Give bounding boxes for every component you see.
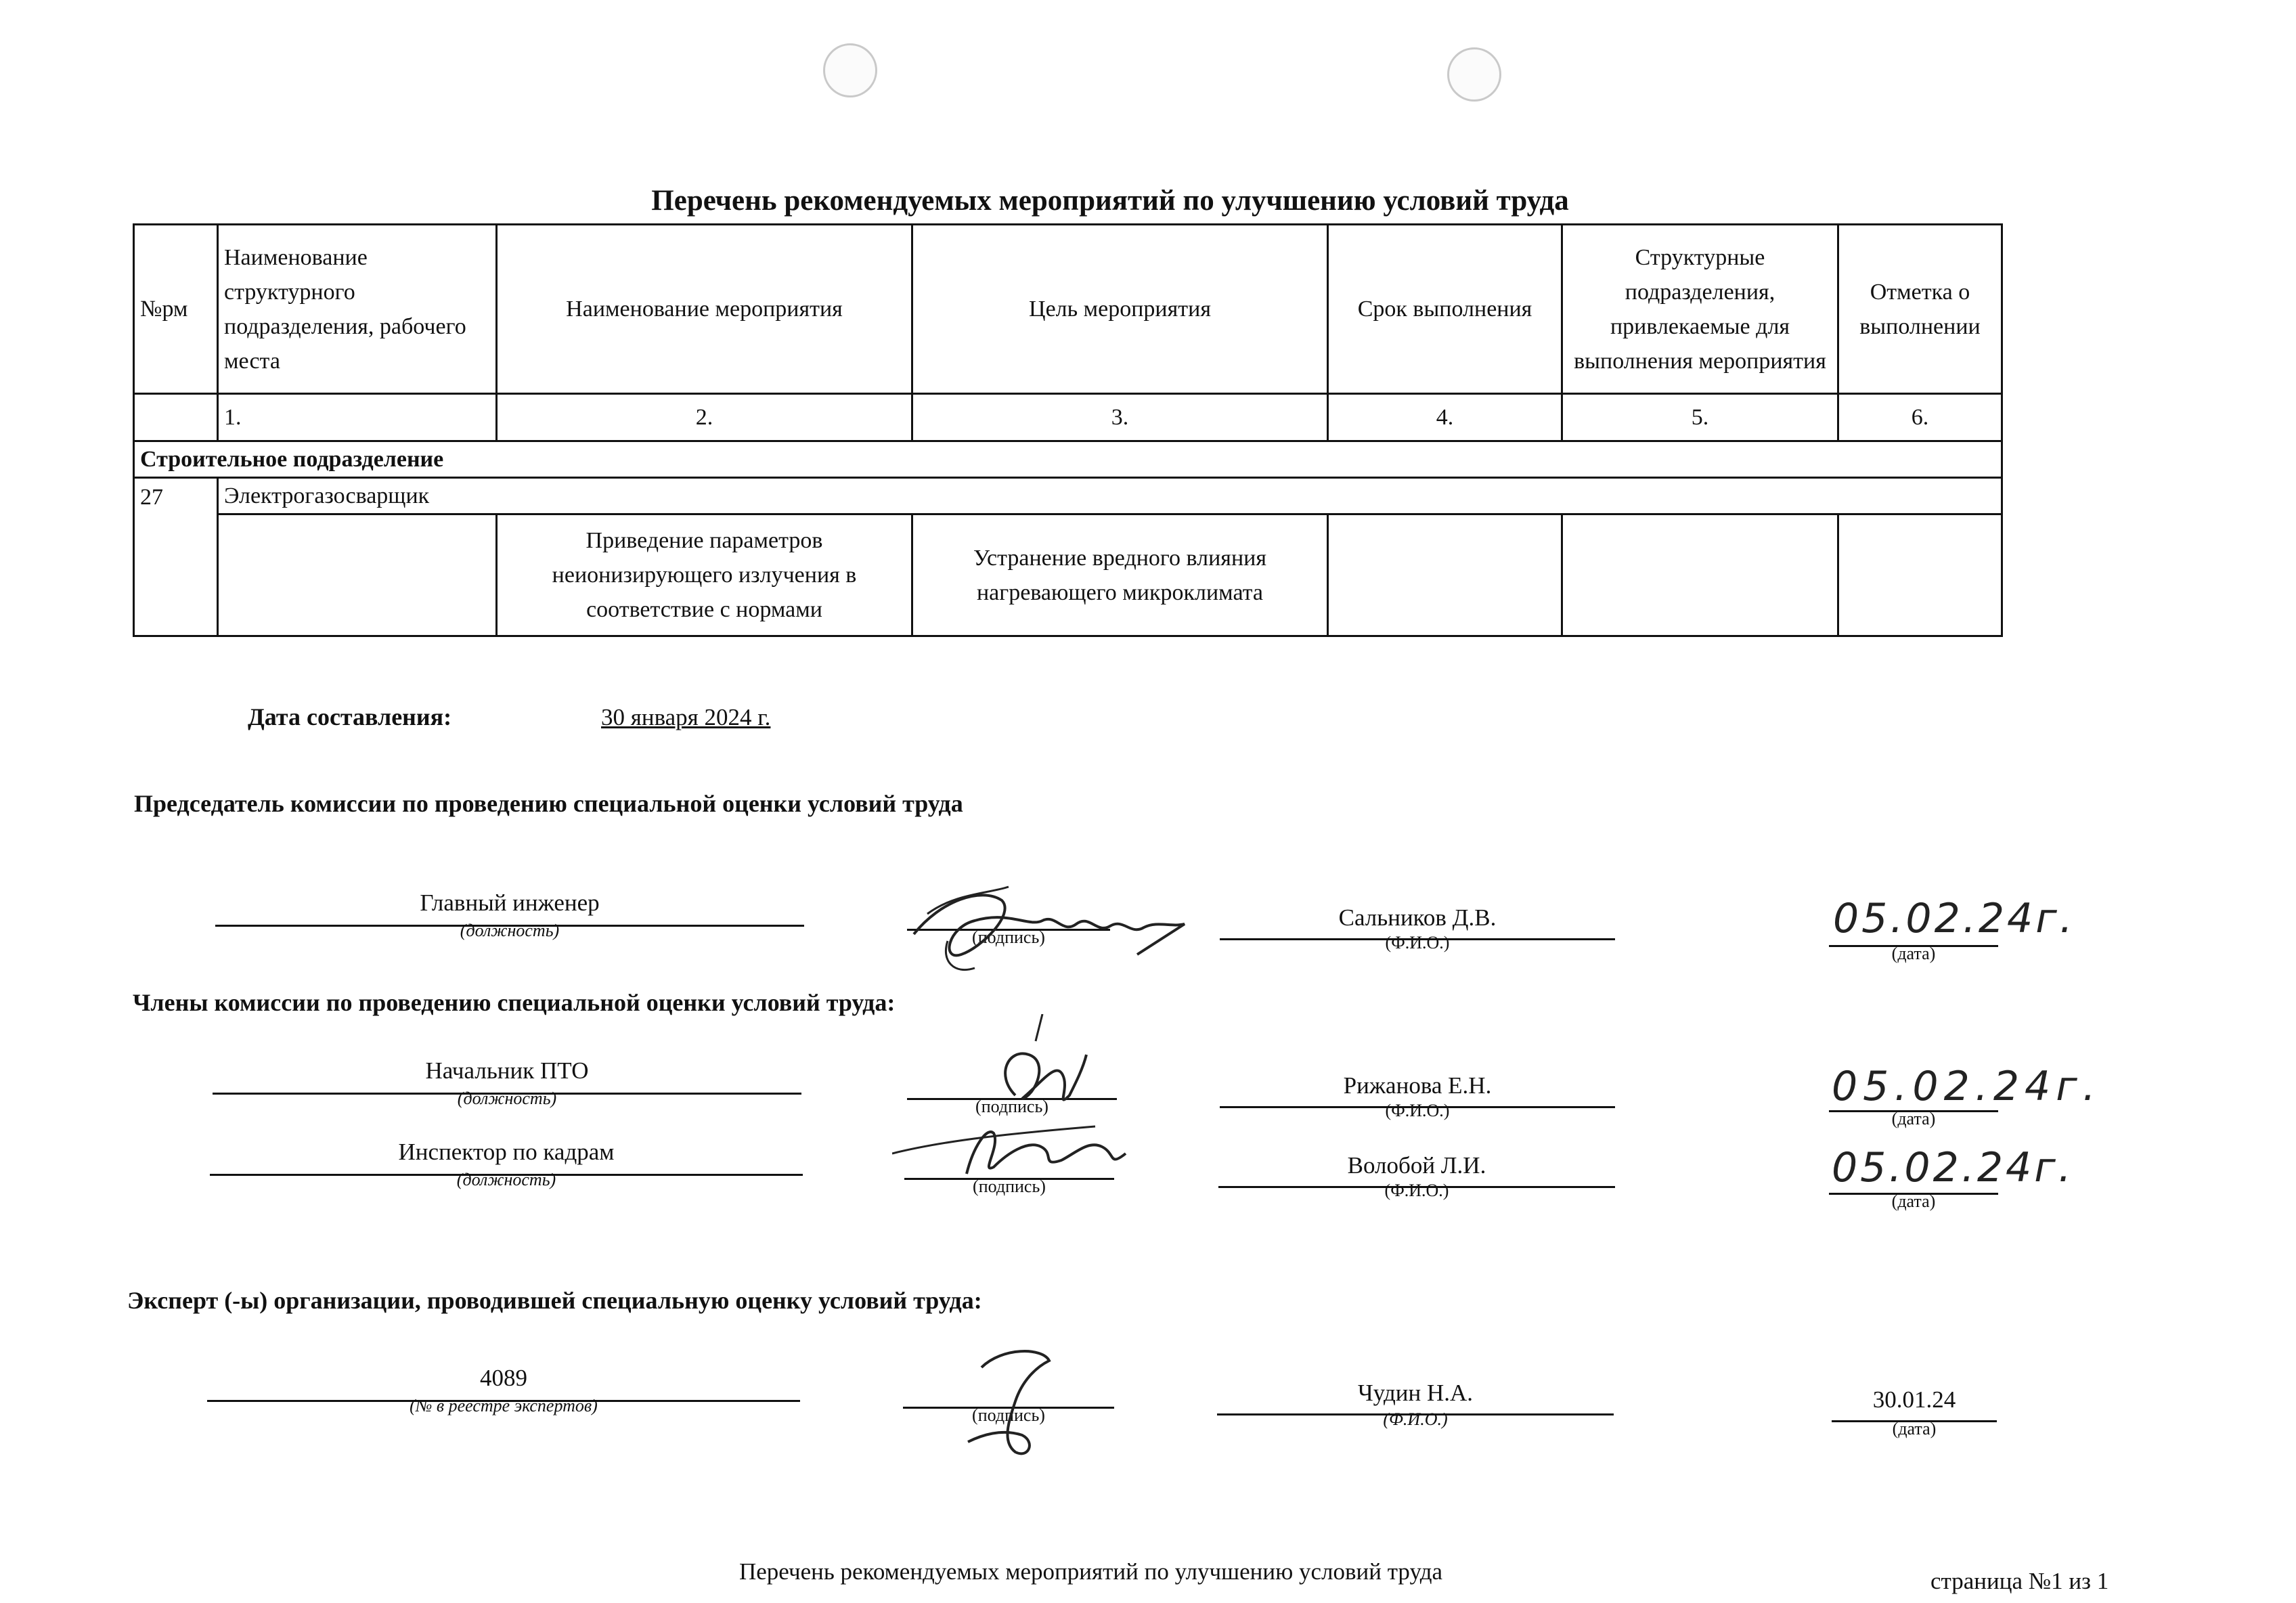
expert-registry-caption: (№ в реестре экспертов) — [410, 1396, 598, 1415]
measure-row — [134, 514, 2002, 636]
measure-departments — [1562, 514, 1838, 636]
chairman-position: Главный инженер — [420, 890, 600, 916]
chairman-heading: Председатель комиссии по проведению специальной оценки условий труда — [134, 790, 963, 817]
member1-signature — [968, 1014, 1103, 1116]
member2-name: Волобой Л.И. — [1347, 1152, 1486, 1179]
footer-title: Перечень рекомендуемых мероприятий по улучшению условий труда — [739, 1558, 1443, 1585]
member2-signature — [892, 1113, 1136, 1187]
punch-hole-right — [1447, 47, 1501, 102]
workplace-row — [134, 478, 2002, 514]
expert-heading: Эксперт (-ы) организации, проводившей специальную оценку условий труда: — [127, 1287, 982, 1314]
header-measure: Наименование мероприятия — [497, 225, 912, 394]
measure-goal: Устранение вредного влияния нагревающего микроклимата — [912, 514, 1328, 636]
number-cell-6: 6. — [1838, 394, 2002, 441]
table-header-row — [134, 225, 2002, 394]
member2-position: Инспектор по кадрам — [398, 1139, 615, 1165]
member2-signature-caption: (подпись) — [973, 1177, 1046, 1196]
member1-name-caption: (Ф.И.О.) — [1385, 1101, 1450, 1120]
number-cell-3: 3. — [912, 394, 1328, 441]
chairman-date: 05.02.24г. — [1833, 895, 2075, 942]
expert-signature — [961, 1340, 1069, 1462]
expert-registry-number: 4089 — [480, 1365, 527, 1391]
chairman-date-caption: (дата) — [1891, 944, 1936, 963]
expert-date: 30.01.24 — [1872, 1386, 1956, 1413]
header-workplace: Наименование структурного подразделения, рабочего места — [218, 225, 497, 394]
measure-deadline — [1328, 514, 1562, 636]
member1-position-caption: (должность) — [457, 1089, 557, 1108]
chairman-position-caption: (должность) — [460, 921, 560, 940]
section-name: Строительное подразделение — [134, 441, 2002, 478]
number-cell-5: 5. — [1562, 394, 1838, 441]
number-cell-1: 1. — [218, 394, 497, 441]
workplace-number: 27 — [134, 478, 218, 636]
date-label: Дата составления: — [248, 703, 452, 730]
chairman-name: Сальников Д.В. — [1338, 904, 1497, 931]
member2-name-caption: (Ф.И.О.) — [1384, 1181, 1449, 1200]
member1-signature-caption: (подпись) — [975, 1097, 1048, 1116]
punch-hole-left — [823, 43, 877, 97]
number-cell-2: 2. — [497, 394, 912, 441]
measure-empty-cell — [218, 514, 497, 636]
member1-position: Начальник ПТО — [425, 1057, 589, 1084]
header-rm: №рм — [134, 225, 218, 394]
expert-name: Чудин Н.А. — [1357, 1380, 1474, 1406]
members-heading: Члены комиссии по проведению специальной оценки условий труда: — [133, 989, 896, 1016]
page-title: Перечень рекомендуемых мероприятий по улучшению условий труда — [651, 185, 1569, 217]
header-departments: Структурные подразделения, привлекаемые для выполнения мероприятия — [1562, 225, 1838, 394]
expert-date-caption: (дата) — [1892, 1419, 1937, 1439]
chairman-name-caption: (Ф.И.О.) — [1385, 933, 1450, 952]
expert-name-caption: (Ф.И.О.) — [1383, 1409, 1448, 1429]
section-row — [134, 441, 2002, 478]
measure-mark — [1838, 514, 2002, 636]
workplace-name: Электрогазосварщик — [218, 478, 2002, 514]
number-cell-empty — [134, 394, 218, 441]
member1-name: Рижанова Е.Н. — [1343, 1072, 1492, 1099]
header-goal: Цель мероприятия — [912, 225, 1328, 394]
footer-page-number: страница №1 из 1 — [1930, 1568, 2109, 1594]
member2-date-caption: (дата) — [1891, 1191, 1936, 1211]
member2-position-caption: (должность) — [456, 1170, 556, 1189]
measure-name: Приведение параметров неионизирующего излучения в соответствие с нормами — [497, 514, 912, 636]
member2-date: 05.02.24г. — [1832, 1144, 2074, 1191]
chairman-signature — [900, 873, 1191, 982]
expert-signature-caption: (подпись) — [972, 1405, 1045, 1425]
measures-table — [133, 223, 2003, 637]
member1-date-caption: (дата) — [1891, 1109, 1936, 1128]
date-value: 30 января 2024 г. — [601, 704, 771, 730]
chairman-signature-caption: (подпись) — [972, 927, 1045, 947]
header-deadline: Срок выполнения — [1328, 225, 1562, 394]
table-number-row — [134, 394, 2002, 441]
member1-date: 05.02.24г. — [1832, 1063, 2101, 1110]
number-cell-4: 4. — [1328, 394, 1562, 441]
header-mark: Отметка о выполнении — [1838, 225, 2002, 394]
